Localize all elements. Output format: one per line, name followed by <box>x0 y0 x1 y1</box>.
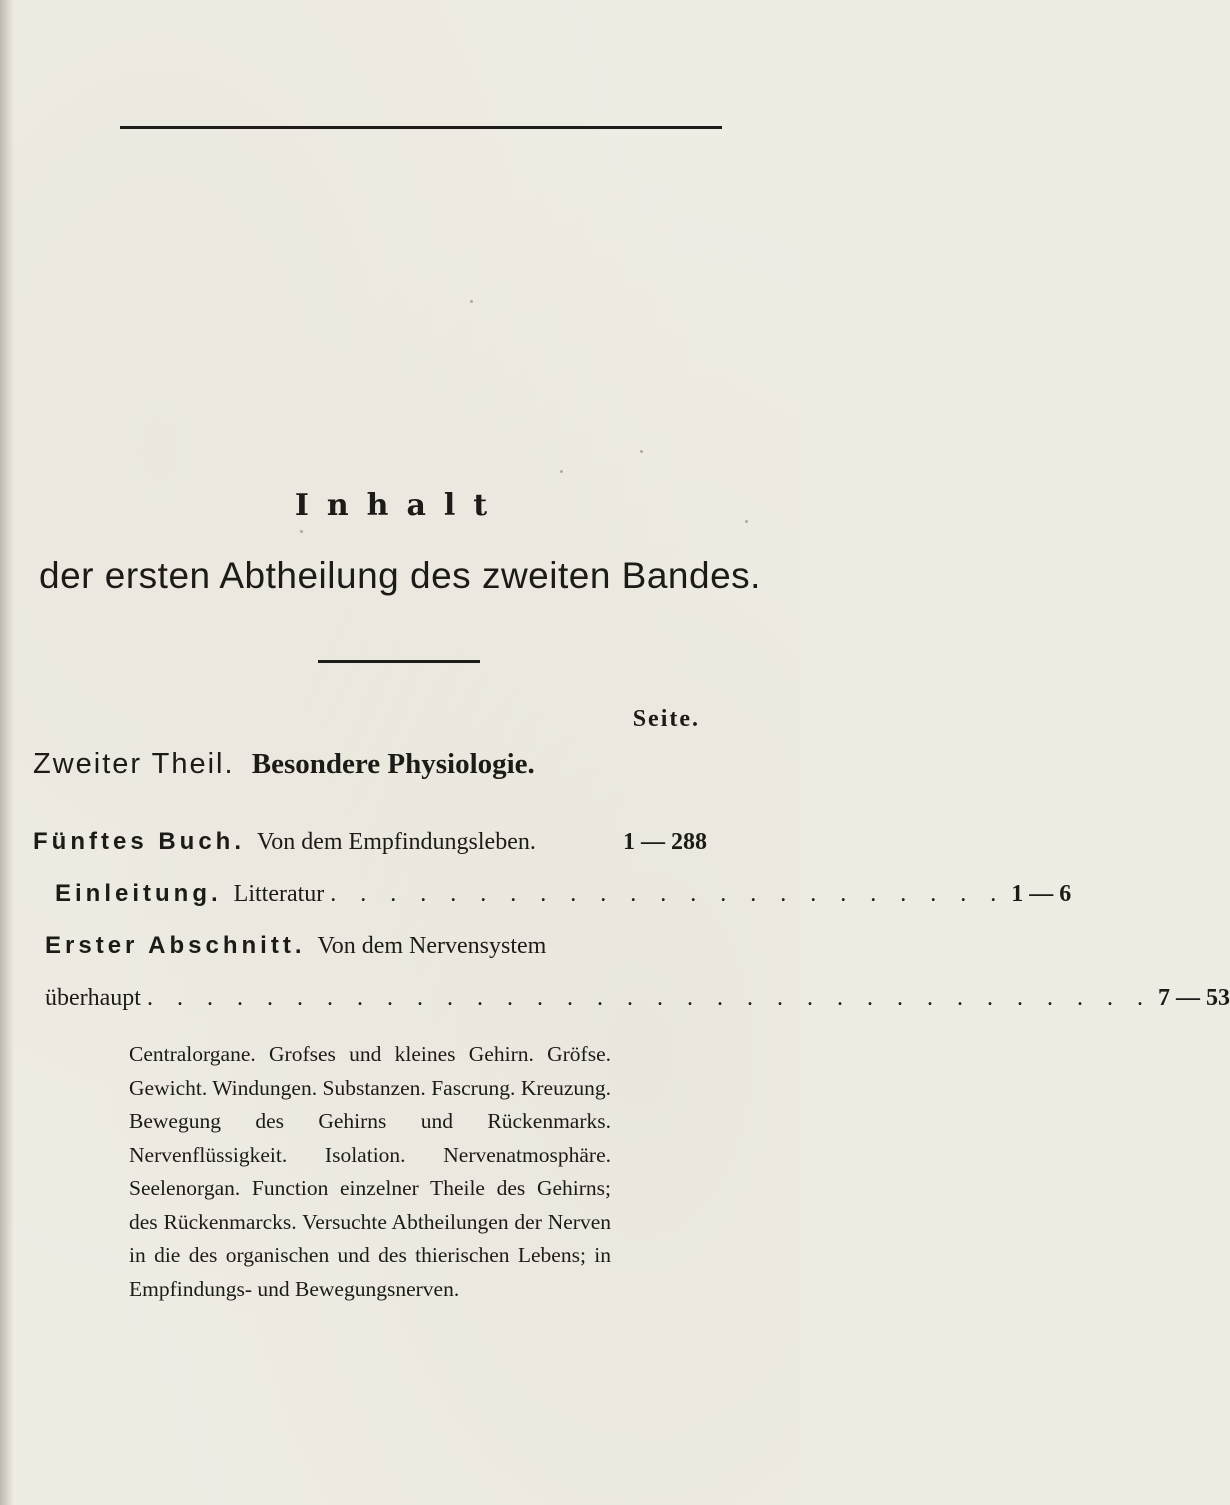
paper-speck <box>300 530 303 533</box>
toc-entry-introduction <box>55 880 1072 908</box>
part-name: Besondere Physiologie. <box>251 748 535 780</box>
toc-entry-label: Einleitung. <box>55 880 222 907</box>
toc-entry-text: Von dem Nervensystem <box>317 933 547 959</box>
page-column-label: Seite. <box>632 706 700 732</box>
toc-entry-first-section-cont <box>45 985 1230 1012</box>
paper-speck <box>640 450 643 453</box>
toc-entry-text: Litteratur <box>233 881 325 907</box>
toc-entry-pages: 1 — 288 <box>623 829 707 855</box>
section-summary: Centralorgane. Grofses und kleines Gehirn. Gröfse. Gewicht. Windungen. Substanzen. Fascrung. Kreuzung. Bewegung des Gehirns und Rückenmarks. Nervenflüssigkeit. Isolation. Nervenatmosphäre. Seelenorgan. Function einzelner Theile des Gehirns; des Rückenmarcks. Versuchte Abtheilungen der Nerven in die des organischen und des thierischen Lebens; in Empfindungs- und Bewegungsnerven. <box>129 1042 611 1301</box>
toc-entry-text: Von dem Empfindungsleben. <box>257 829 536 855</box>
page-title: Inhalt <box>294 488 506 523</box>
toc-entry-label: Fünftes Buch. <box>33 828 245 855</box>
toc-entry-text-continued: überhaupt <box>45 985 141 1011</box>
toc-leader: . . . . . . . . . . . . . . . . . . . . . . . . . . . . . . . . . . <box>146 985 1152 1011</box>
toc-leader: . . . . . . . . . . . . . . . . . . . . . . . <box>330 881 1006 907</box>
part-lead: Zweiter Theil. <box>33 748 235 780</box>
toc-entry-fifth-book <box>33 828 707 856</box>
page-binding-edge <box>0 0 14 1505</box>
toc-entry-label: Erster Abschnitt. <box>45 932 306 959</box>
page-subtitle: der ersten Abtheilung des zweiten Bandes. <box>39 555 761 596</box>
paper-speck <box>470 300 473 303</box>
part-title <box>33 748 535 781</box>
toc-entry-pages: 1 — 6 <box>1011 881 1072 907</box>
toc-entry-first-section <box>45 932 707 960</box>
divider-rule <box>318 660 480 663</box>
paper-speck <box>560 470 563 473</box>
top-rule <box>120 126 722 129</box>
toc-entry-pages: 7 — 53 <box>1157 985 1230 1011</box>
